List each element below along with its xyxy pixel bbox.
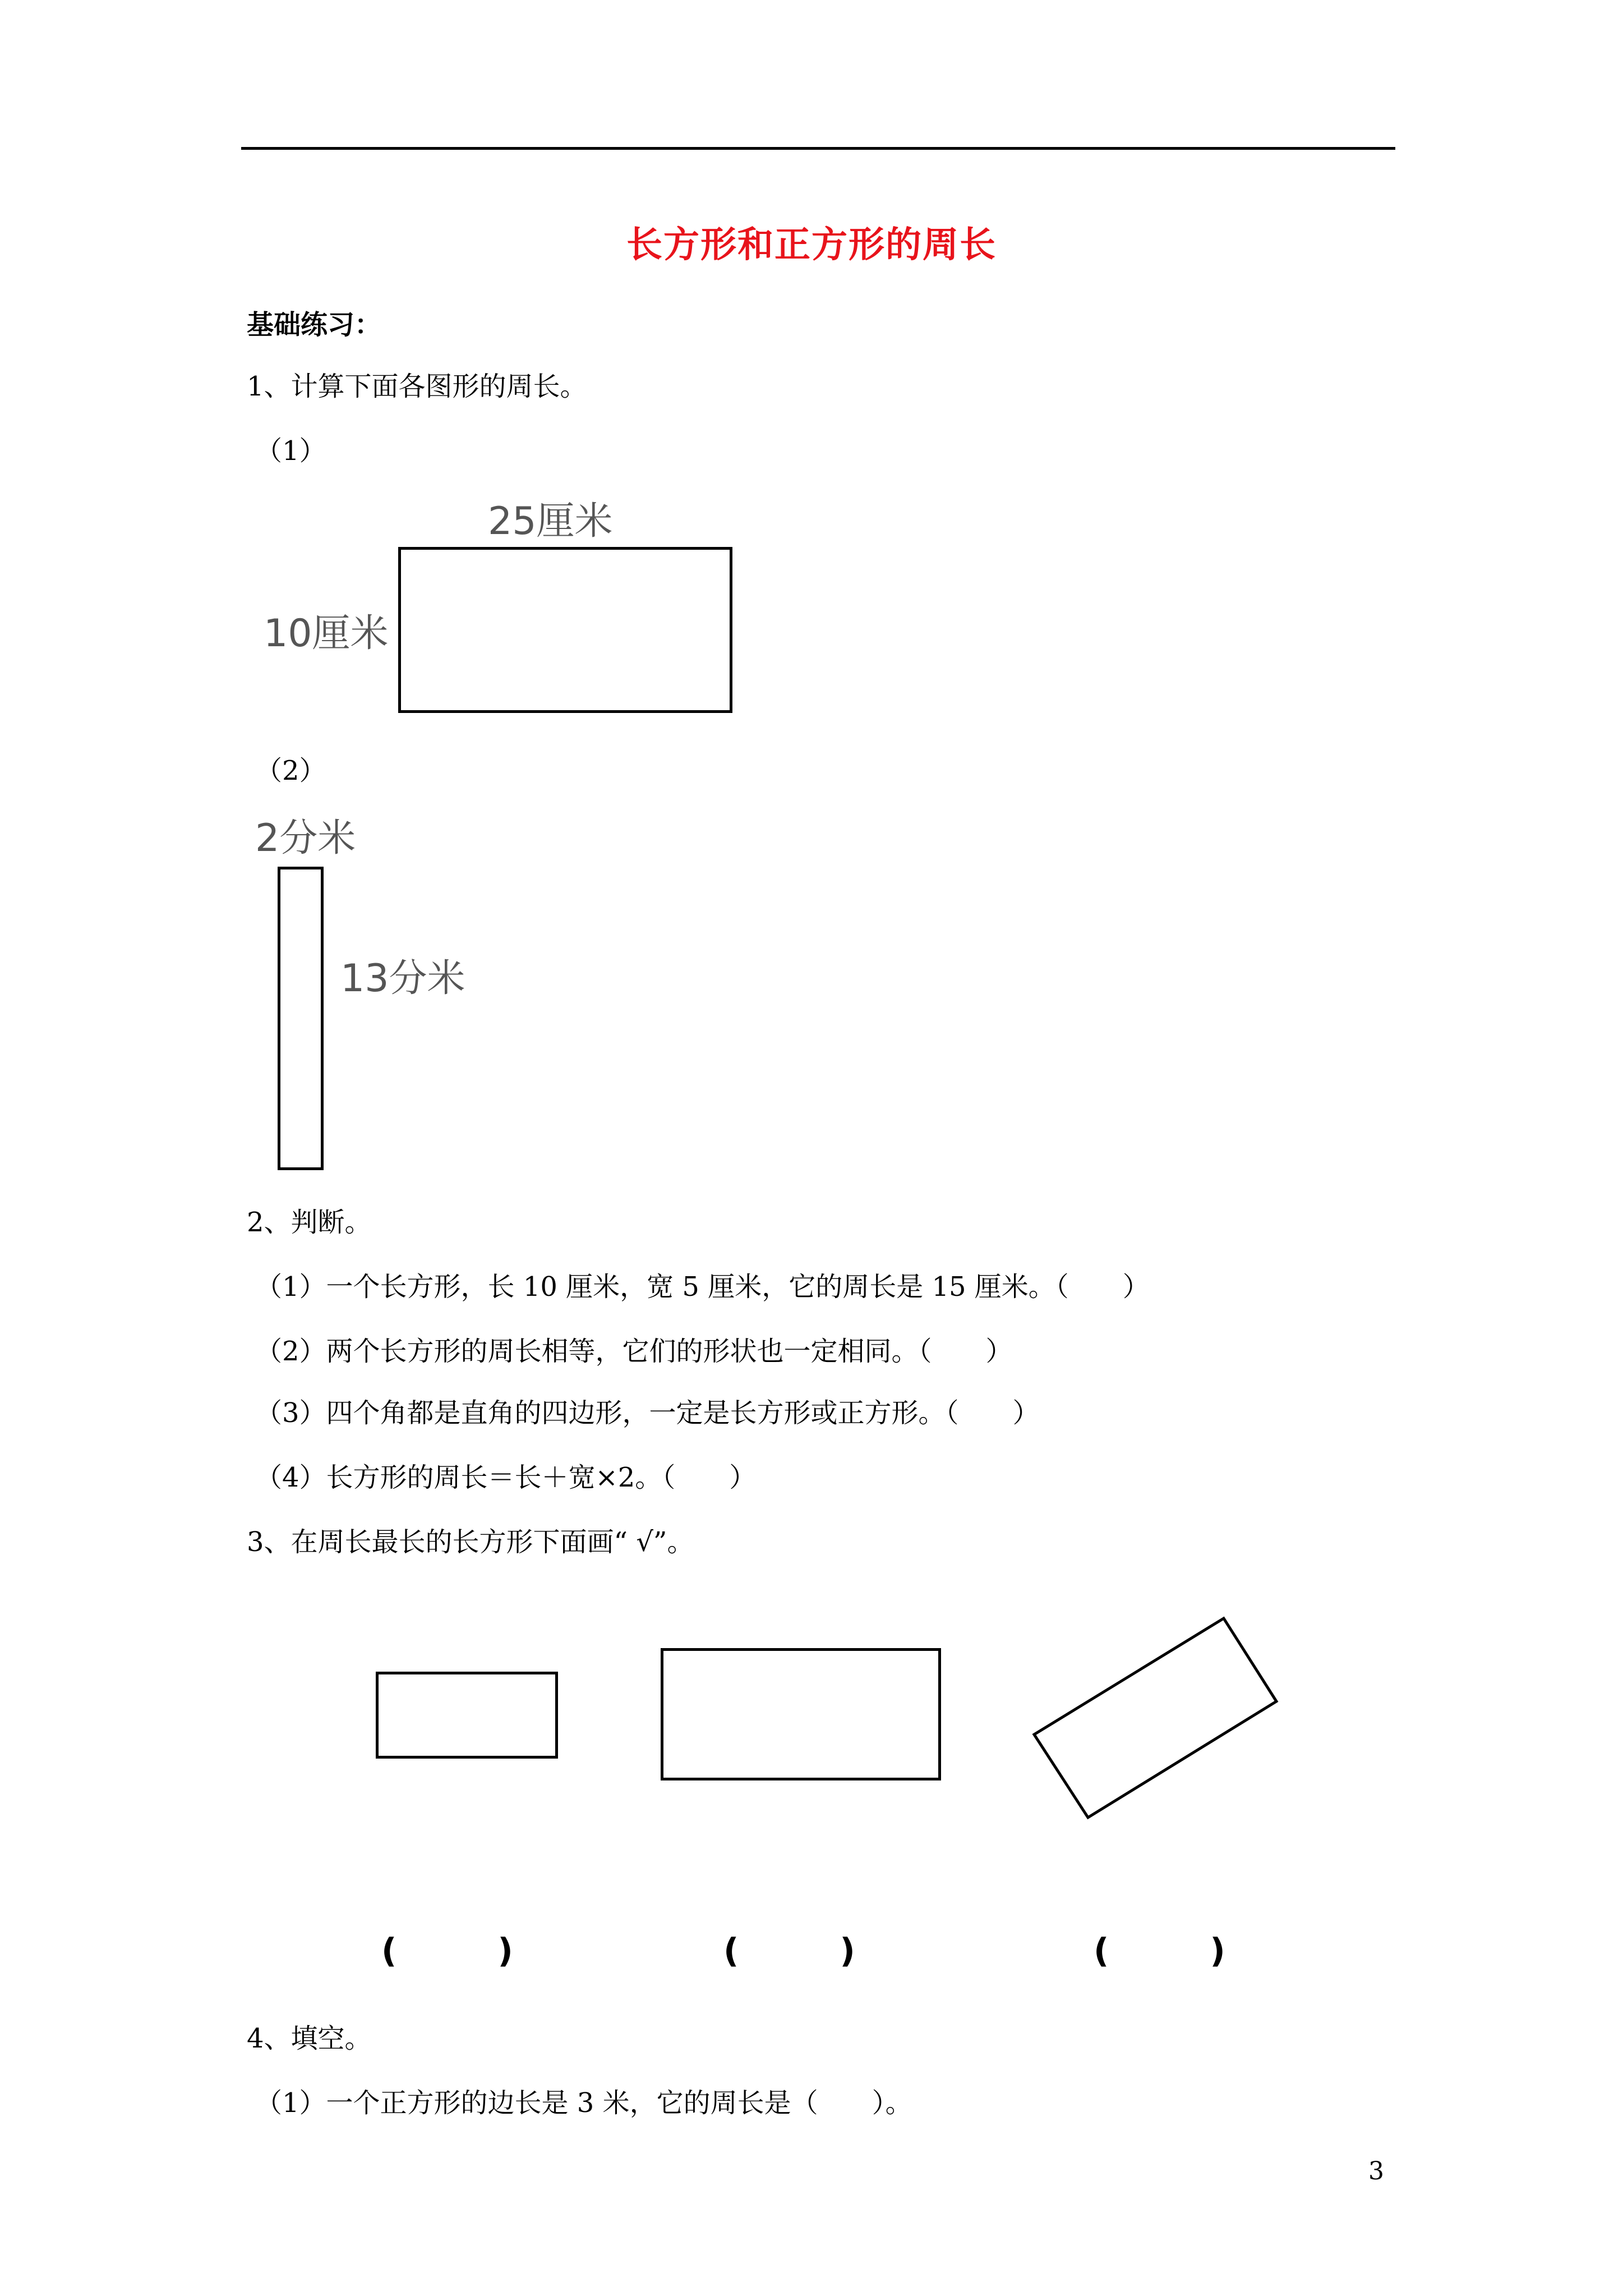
page-title: 长方形和正方形的周长 — [626, 224, 997, 266]
q1-part1-label: （1） — [255, 435, 326, 467]
rect2-top-label: 2分米 — [255, 816, 356, 861]
rect2-side-label: 13分米 — [340, 956, 465, 1001]
q3-answer-slot-2[interactable]: ( ) — [723, 1931, 855, 1971]
q3-rect-large — [661, 1648, 941, 1780]
q2-prompt: 2、判断。 — [247, 1207, 372, 1238]
header-rule — [241, 147, 1395, 150]
q2-item-1: （1）一个长方形，长 10 厘米，宽 5 厘米，它的周长是 15 厘米。（ ） — [255, 1271, 1150, 1303]
q3-answer-slot-3[interactable]: ( ) — [1094, 1931, 1225, 1971]
q3-prompt: 3、在周长最长的长方形下面画“ √”。 — [247, 1526, 694, 1558]
q2-item-2: （2）两个长方形的周长相等，它们的形状也一定相同。（ ） — [255, 1336, 1013, 1367]
q2-item-4: （4）长方形的周长＝长＋宽×2。（ ） — [255, 1462, 757, 1493]
q1-prompt: 1、计算下面各图形的周长。 — [247, 371, 587, 402]
q2-item-3: （3）四个角都是直角的四边形，一定是长方形或正方形。（ ） — [255, 1397, 1040, 1429]
rect2-shape — [278, 867, 324, 1170]
q3-answer-slot-1[interactable]: ( ) — [381, 1931, 513, 1971]
section-heading: 基础练习： — [247, 309, 382, 341]
q4-item-1: （1）一个正方形的边长是 3 米，它的周长是（ ）。 — [255, 2087, 912, 2119]
q1-part2-label: （2） — [255, 755, 326, 786]
q3-rect-rotated — [1021, 1610, 1290, 1834]
rect1-shape — [398, 547, 732, 713]
rect1-top-label: 25厘米 — [488, 499, 613, 544]
q3-rect-small — [376, 1672, 558, 1759]
rect1-left-label: 10厘米 — [264, 611, 389, 656]
page-number: 3 — [1368, 2157, 1384, 2185]
q4-prompt: 4、填空。 — [247, 2023, 372, 2054]
